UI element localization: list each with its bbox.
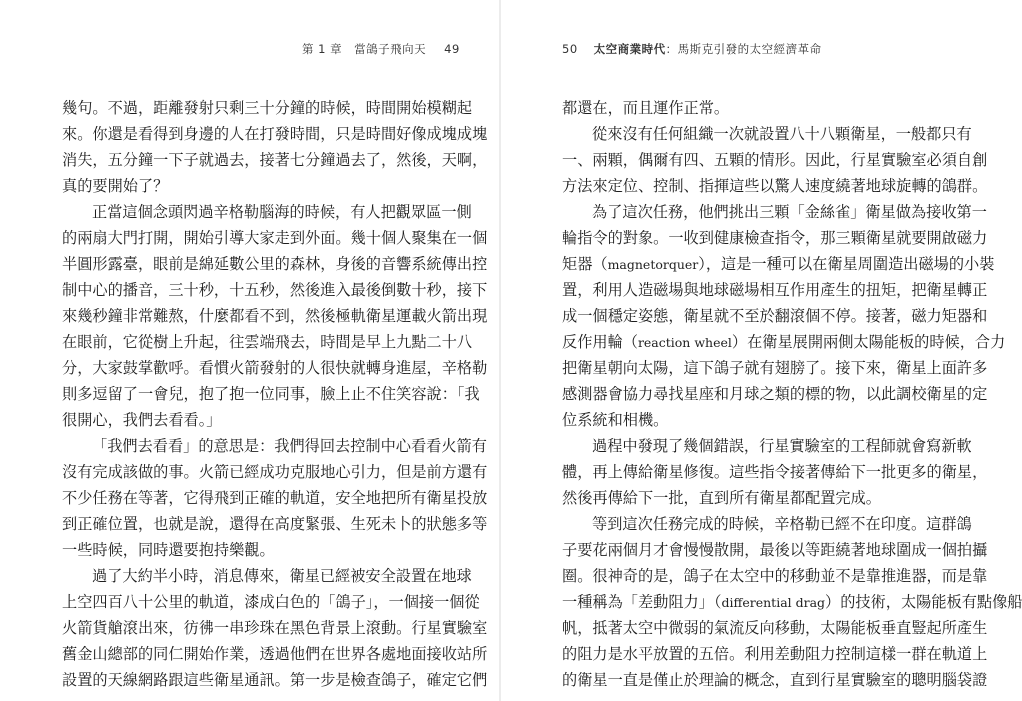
left-page xyxy=(0,0,500,701)
text-line: 都還在，而且運作正常。 xyxy=(562,99,730,117)
left-body-text xyxy=(62,95,488,693)
right-body-text xyxy=(562,95,1022,693)
text-line: 制中心的播音，三十秒，十五秒，然後進入最後倒數十秒，接下 xyxy=(62,281,488,299)
text-line: 然後再傳給下一批，直到所有衛星都配置完成。 xyxy=(562,489,881,507)
text-line: 舊金山總部的同仁開始作業，透過他們在世界各處地面接收站所 xyxy=(62,645,488,663)
left-page-number: 49 xyxy=(444,42,460,56)
text-line: 一些時候，同時還要抱持樂觀。 xyxy=(62,541,275,559)
text-line: 分，大家鼓掌歡呼。看慣火箭發射的人很快就轉身進屋，辛格勒 xyxy=(62,359,488,377)
text-segment: ），這是一種可以在衛星周圍造出磁場的小裝 xyxy=(698,255,995,273)
chapter-title: 第 1 章 當鴿子飛向天 xyxy=(302,42,427,56)
text-line: 過了大約半小時，消息傳來，衛星已經被安全設置在地球 xyxy=(92,567,472,585)
text-line: 感測器會協力尋找星座和月球之類的標的物，以此調校衛星的定 xyxy=(562,385,988,403)
text-line: 置，利用人造磁場與地球磁場相互作用產生的扭矩，把衛星轉正 xyxy=(562,281,988,299)
text-line: 的阻力是水平放置的五倍。利用差動阻力控制這樣一群在軌道上 xyxy=(562,645,988,663)
text-line: 成一個穩定姿態，衛星就不至於翻滾個不停。接著，磁力矩器和 xyxy=(562,307,988,325)
text-line: 輪指令的對象。一收到健康檢查指令，那三顆衛星就要開啟磁力 xyxy=(562,229,988,247)
text-line: 來幾秒鐘非常難熬，什麼都看不到，然後極軌衛星運載火箭出現 xyxy=(62,307,488,325)
text-segment: ）的技術，太陽能板有點像船 xyxy=(825,593,1022,611)
text-line: 「我們去看看」的意思是：我們得回去控制中心看看火箭有 xyxy=(92,437,487,455)
text-line: 一、兩顆，偶爾有四、五顆的情形。因此，行星實驗室必須自創 xyxy=(562,151,988,169)
text-line: 來。你還是看得到身邊的人在打發時間，只是時間好像成塊成塊 xyxy=(62,125,488,143)
text-line: 半圓形露臺，眼前是綿延數公里的森林，身後的音響系統傳出控 xyxy=(62,255,488,273)
text-line: 方法來定位、控制、指揮這些以驚人速度繞著地球旋轉的鴿群。 xyxy=(562,177,988,195)
text-line: 不少任務在等著，它得飛到正確的軌道，安全地把所有衛星投放 xyxy=(62,489,488,507)
text-segment: 反作用輪（ xyxy=(562,333,638,351)
right-page xyxy=(500,0,1022,701)
text-line: 帆，抵著太空中微弱的氣流反向移動，太陽能板垂直豎起所產生 xyxy=(562,619,988,637)
book-title: 太空商業時代 xyxy=(593,42,666,56)
text-line: 把衛星朝向太陽，這下鴿子就有翅膀了。接下來，衛星上面許多 xyxy=(562,359,988,377)
text-line: 過程中發現了幾個錯誤，行星實驗室的工程師就會寫新軟 xyxy=(592,437,972,455)
text-line xyxy=(562,329,1006,355)
text-segment: 一種稱為「差動阻力」（ xyxy=(562,593,722,611)
text-line: 的衛星一直是僅止於理論的概念，直到行星實驗室的聰明腦袋證 xyxy=(562,671,988,689)
text-line: 真的要開始了？ xyxy=(62,177,169,195)
text-line: 設置的天線網路跟這些衛星通訊。第一步是檢查鴿子，確定它們 xyxy=(62,671,488,689)
text-line: 消失，五分鐘一下子就過去，接著七分鐘過去了，然後，天啊， xyxy=(62,151,488,169)
text-line: 上空四百八十公里的軌道，漆成白色的「鴿子」，一個接一個從 xyxy=(62,593,480,611)
text-line: 到正確位置，也就是說，還得在高度緊張、生死未卜的狀態多等 xyxy=(62,515,488,533)
text-line: 位系統和相機。 xyxy=(562,411,669,429)
latin-term: differential drag xyxy=(721,595,826,610)
text-line: 為了這次任務，他們挑出三顆「金絲雀」衛星做為接收第一 xyxy=(592,203,987,221)
text-line: 等到這次任務完成的時候，辛格勒已經不在印度。這群鴿 xyxy=(592,515,972,533)
text-line: 圈。很神奇的是，鴿子在太空中的移動並不是靠推進器，而是靠 xyxy=(562,567,988,585)
text-segment: 矩器（ xyxy=(562,255,608,273)
text-line: 幾句。不過，距離發射只剩三十分鐘的時候，時間開始模糊起 xyxy=(62,99,473,117)
latin-term: reaction wheel xyxy=(637,335,732,350)
left-running-head xyxy=(302,41,460,57)
text-line: 正當這個念頭閃過辛格勒腦海的時候，有人把觀眾區一側 xyxy=(92,203,472,221)
latin-term: magnetorquer xyxy=(607,257,699,272)
text-line: 體，再上傳給衛星修復。這些指令接著傳給下一批更多的衛星， xyxy=(562,463,988,481)
text-line: 的兩扇大門打開，開始引導大家走到外面。幾十個人聚集在一個 xyxy=(62,229,488,247)
text-line: 火箭貨艙滾出來，彷彿一串珍珠在黑色背景上滾動。行星實驗室 xyxy=(62,619,488,637)
text-line: 很開心，我們去看看。」 xyxy=(62,411,222,429)
text-line: 在眼前，它從樹上升起，往雲端飛去，時間是早上九點二十八 xyxy=(62,333,473,351)
text-segment: ）在衛星展開兩側太陽能板的時候，合力 xyxy=(731,333,1006,351)
right-running-head xyxy=(562,41,822,57)
text-line: 沒有完成該做的事。火箭已經成功克服地心引力，但是前方還有 xyxy=(62,463,488,481)
text-line: 子要花兩個月才會慢慢散開，最後以等距繞著地球圍成一個拍攝 xyxy=(562,541,988,559)
text-line xyxy=(562,251,995,277)
text-line: 從來沒有任何組織一次就設置八十八顆衛星，一般都只有 xyxy=(592,125,972,143)
text-line: 則多逗留了一會兒，抱了抱一位同事，臉上止不住笑容說：「我 xyxy=(62,385,480,403)
right-page-number: 50 xyxy=(562,42,578,56)
book-subtitle: ：馬斯克引發的太空經濟革命 xyxy=(665,42,822,56)
text-line xyxy=(562,589,1022,615)
